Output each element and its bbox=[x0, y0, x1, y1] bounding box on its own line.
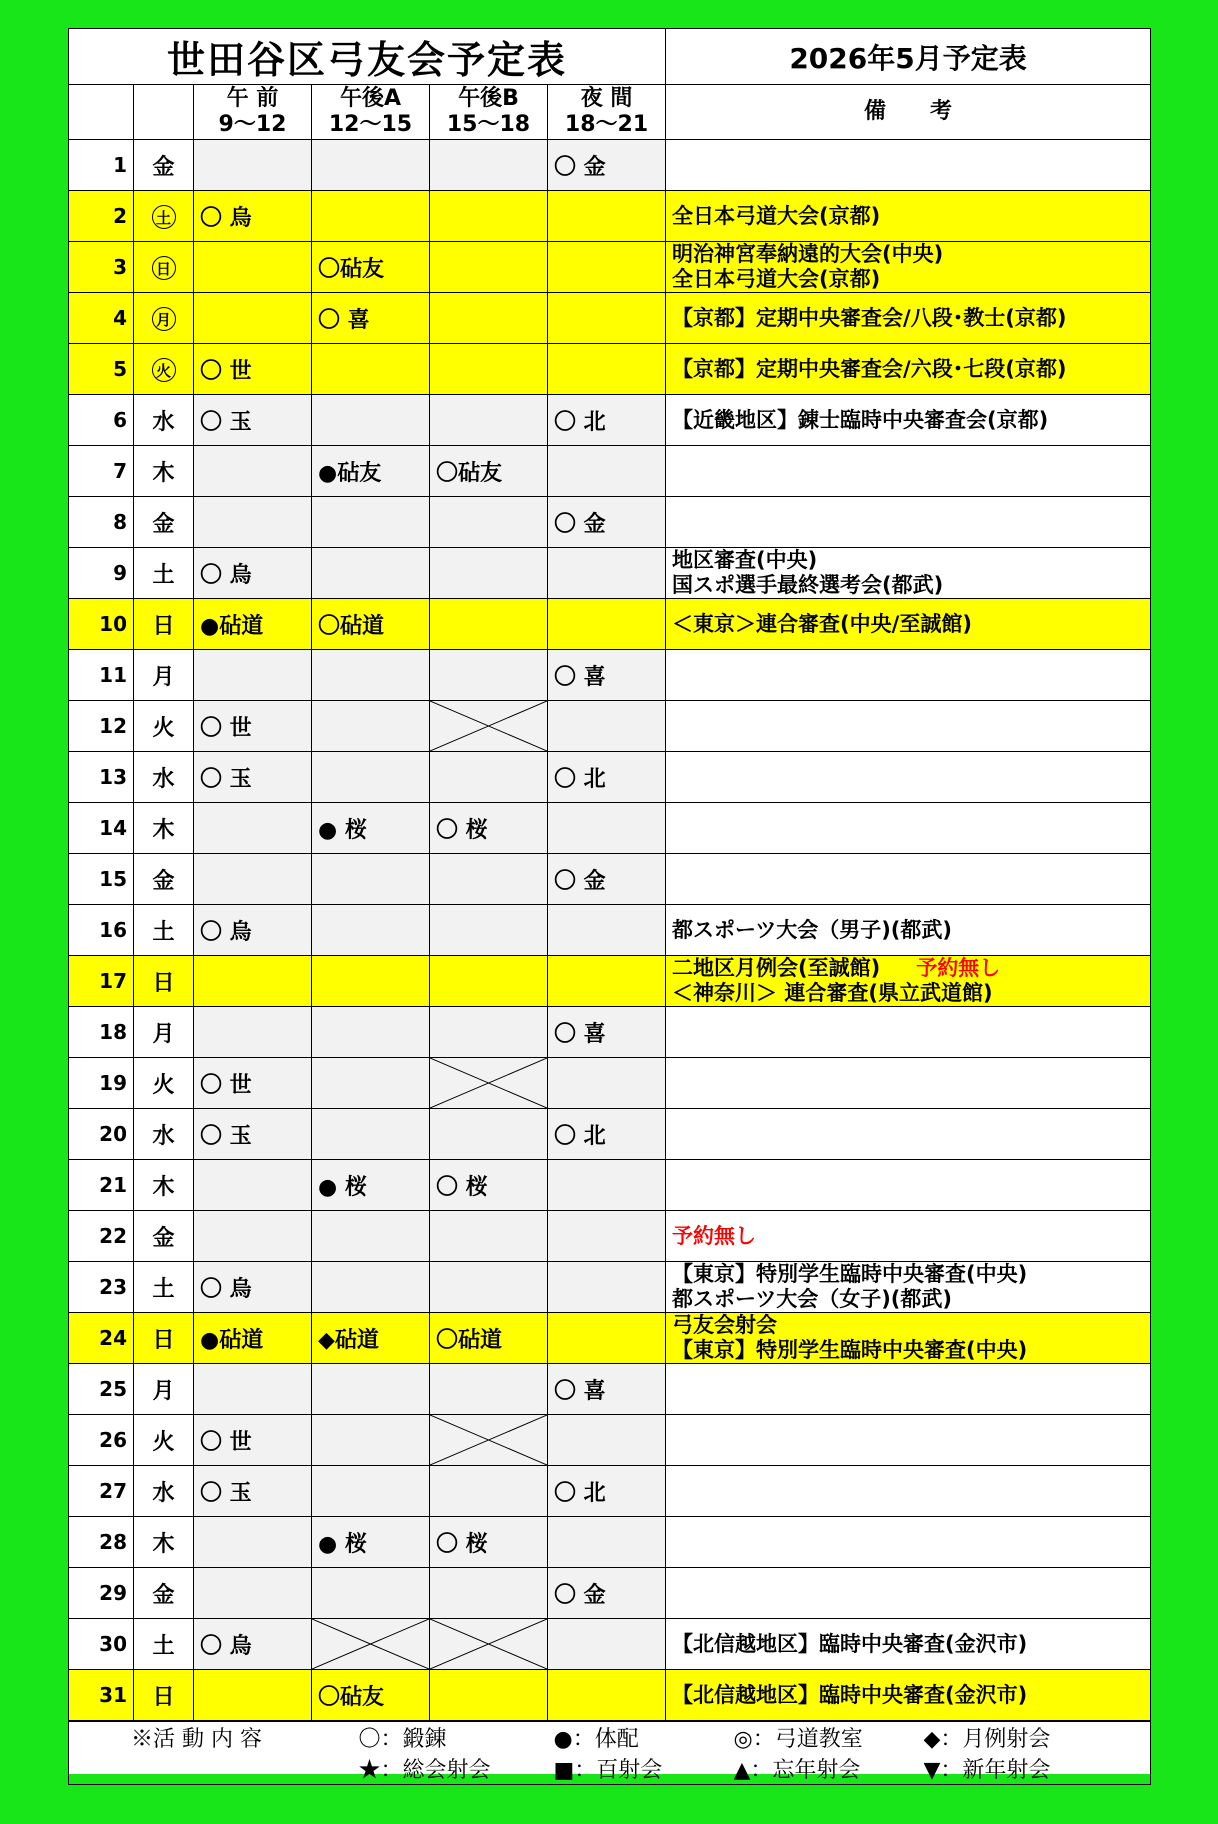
slot-pma bbox=[312, 854, 430, 905]
legend-item: ◎：弓道教室 bbox=[733, 1727, 863, 1752]
day-number: 28 bbox=[69, 1517, 134, 1568]
notes-cell bbox=[666, 752, 1151, 803]
day-number: 3 bbox=[69, 242, 134, 293]
slot-pma bbox=[312, 1262, 430, 1313]
slot-pma: ●砧友 bbox=[312, 446, 430, 497]
slot-night: 〇 金 bbox=[548, 140, 666, 191]
note-line: 二地区月例会(至誠館) 予約無し bbox=[672, 956, 1001, 980]
slot-pma-unavailable bbox=[312, 1619, 430, 1670]
slot-pmb bbox=[430, 344, 548, 395]
slot-pma: 〇 喜 bbox=[312, 293, 430, 344]
slot-pmb bbox=[430, 293, 548, 344]
slot-night bbox=[548, 1211, 666, 1262]
weekday bbox=[134, 242, 194, 293]
slot-night: 〇 喜 bbox=[548, 1007, 666, 1058]
slot-am: 〇 烏 bbox=[194, 1619, 312, 1670]
slot-pmb bbox=[430, 191, 548, 242]
slot-am: 〇 世 bbox=[194, 1058, 312, 1109]
note-line: 【近畿地区】錬士臨時中央審査会(京都) bbox=[672, 407, 1049, 432]
holiday-circle: 火 bbox=[152, 358, 176, 382]
schedule-row bbox=[69, 1313, 1151, 1364]
note-line: 全日本弓道大会(京都) bbox=[672, 203, 881, 228]
weekday: 火 bbox=[134, 1058, 194, 1109]
schedule-row bbox=[69, 1058, 1151, 1109]
slot-pmb bbox=[430, 1007, 548, 1058]
slot-pmb bbox=[430, 1211, 548, 1262]
day-number: 4 bbox=[69, 293, 134, 344]
slot-pmb bbox=[430, 1364, 548, 1415]
slot-am: 〇 烏 bbox=[194, 191, 312, 242]
slot-am: 〇 世 bbox=[194, 701, 312, 752]
slot-pma: ● 桜 bbox=[312, 1517, 430, 1568]
weekday: 金 bbox=[134, 1211, 194, 1262]
notes-cell bbox=[666, 1007, 1151, 1058]
day-number: 9 bbox=[69, 548, 134, 599]
notes-cell bbox=[666, 854, 1151, 905]
day-number: 31 bbox=[69, 1670, 134, 1721]
slot-night: 〇 金 bbox=[548, 854, 666, 905]
notes-cell bbox=[666, 1262, 1151, 1313]
schedule-row bbox=[69, 1670, 1151, 1721]
slot-pma bbox=[312, 905, 430, 956]
header-weekday bbox=[134, 85, 194, 140]
note-line: 【京都】定期中央審査会/八段･教士(京都) bbox=[672, 305, 1067, 330]
notes-cell bbox=[666, 1517, 1151, 1568]
note-line: 【東京】特別学生臨時中央審査(中央) bbox=[672, 1262, 1028, 1286]
weekday: 土 bbox=[134, 548, 194, 599]
weekday bbox=[134, 191, 194, 242]
slot-am: ●砧道 bbox=[194, 1313, 312, 1364]
slot-am bbox=[194, 242, 312, 293]
day-number: 14 bbox=[69, 803, 134, 854]
weekday: 木 bbox=[134, 1160, 194, 1211]
day-number: 12 bbox=[69, 701, 134, 752]
legend-item: ▼：新年射会 bbox=[923, 1758, 1051, 1783]
notes-cell bbox=[666, 1619, 1151, 1670]
weekday: 月 bbox=[134, 1007, 194, 1058]
slot-pma bbox=[312, 752, 430, 803]
slot-pma bbox=[312, 1568, 430, 1619]
day-number: 22 bbox=[69, 1211, 134, 1262]
holiday-circle: 土 bbox=[152, 205, 176, 229]
slot-am bbox=[194, 1160, 312, 1211]
schedule-row bbox=[69, 701, 1151, 752]
notes-cell bbox=[666, 395, 1151, 446]
notes-cell bbox=[666, 242, 1151, 293]
weekday: 火 bbox=[134, 1415, 194, 1466]
slot-am bbox=[194, 1568, 312, 1619]
weekday: 金 bbox=[134, 140, 194, 191]
legend-item: ●：体配 bbox=[553, 1727, 639, 1752]
day-number: 26 bbox=[69, 1415, 134, 1466]
weekday: 火 bbox=[134, 701, 194, 752]
notes-cell bbox=[666, 1313, 1151, 1364]
notes-cell bbox=[666, 650, 1151, 701]
weekday: 土 bbox=[134, 1262, 194, 1313]
slot-pma bbox=[312, 1058, 430, 1109]
slot-pma bbox=[312, 191, 430, 242]
slot-am: 〇 玉 bbox=[194, 1466, 312, 1517]
schedule-table bbox=[68, 28, 1151, 1721]
legend-item: ◆：月例射会 bbox=[923, 1727, 1051, 1752]
header-pmb: 午後B 15〜18 bbox=[430, 85, 548, 140]
slot-night bbox=[548, 344, 666, 395]
slot-pma bbox=[312, 956, 430, 1007]
note-line: 都スポーツ大会（男子)(都武) bbox=[672, 917, 952, 942]
day-number: 18 bbox=[69, 1007, 134, 1058]
day-number: 29 bbox=[69, 1568, 134, 1619]
weekday: 日 bbox=[134, 1670, 194, 1721]
slot-pmb: 〇砧道 bbox=[430, 1313, 548, 1364]
slot-night bbox=[548, 1517, 666, 1568]
slot-pma bbox=[312, 1109, 430, 1160]
slot-pma bbox=[312, 1466, 430, 1517]
schedule-row bbox=[69, 293, 1151, 344]
month-title: 2026年5月予定表 bbox=[666, 29, 1151, 85]
slot-pma bbox=[312, 701, 430, 752]
cross-mark bbox=[312, 1619, 429, 1669]
day-number: 17 bbox=[69, 956, 134, 1007]
slot-am bbox=[194, 803, 312, 854]
slot-am bbox=[194, 650, 312, 701]
header-notes: 備 考 bbox=[666, 85, 1151, 140]
slot-am bbox=[194, 854, 312, 905]
slot-pma bbox=[312, 1415, 430, 1466]
day-number: 2 bbox=[69, 191, 134, 242]
slot-night: 〇 北 bbox=[548, 1109, 666, 1160]
legend-item: 〇：鍛錬 bbox=[358, 1727, 447, 1752]
slot-am bbox=[194, 446, 312, 497]
schedule-row bbox=[69, 1568, 1151, 1619]
weekday: 木 bbox=[134, 803, 194, 854]
day-number: 16 bbox=[69, 905, 134, 956]
notes-cell bbox=[666, 293, 1151, 344]
weekday: 日 bbox=[134, 1313, 194, 1364]
slot-night bbox=[548, 1058, 666, 1109]
weekday: 月 bbox=[134, 1364, 194, 1415]
slot-pma bbox=[312, 497, 430, 548]
slot-pmb bbox=[430, 1670, 548, 1721]
slot-pma: ◆砧道 bbox=[312, 1313, 430, 1364]
note-line: ＜神奈川＞ 連合審査(県立武道館) bbox=[672, 981, 993, 1005]
notes-cell bbox=[666, 1211, 1151, 1262]
legend-label: ※活 動 内 容 bbox=[131, 1727, 262, 1752]
weekday: 木 bbox=[134, 446, 194, 497]
slot-pma bbox=[312, 344, 430, 395]
slot-pma bbox=[312, 1007, 430, 1058]
weekday: 水 bbox=[134, 1109, 194, 1160]
header-day bbox=[69, 85, 134, 140]
slot-pmb bbox=[430, 1109, 548, 1160]
weekday: 土 bbox=[134, 1619, 194, 1670]
no-reservation-label: 予約無し bbox=[672, 1223, 757, 1248]
notes-cell bbox=[666, 701, 1151, 752]
slot-pma bbox=[312, 650, 430, 701]
weekday bbox=[134, 344, 194, 395]
slot-pmb bbox=[430, 242, 548, 293]
slot-pmb bbox=[430, 548, 548, 599]
slot-pma bbox=[312, 1211, 430, 1262]
slot-am: 〇 世 bbox=[194, 344, 312, 395]
day-number: 1 bbox=[69, 140, 134, 191]
legend-item: ■：百射会 bbox=[553, 1758, 663, 1783]
slot-pma: ● 桜 bbox=[312, 803, 430, 854]
slot-night: 〇 北 bbox=[548, 1466, 666, 1517]
slot-night bbox=[548, 1415, 666, 1466]
day-number: 6 bbox=[69, 395, 134, 446]
legend-item: ▲：忘年射会 bbox=[733, 1758, 861, 1783]
slot-night bbox=[548, 1313, 666, 1364]
legend-item: ★：総会射会 bbox=[358, 1758, 491, 1783]
day-number: 21 bbox=[69, 1160, 134, 1211]
schedule-row bbox=[69, 599, 1151, 650]
note-line: 都スポーツ大会（女子)(都武) bbox=[672, 1287, 952, 1311]
schedule-row bbox=[69, 395, 1151, 446]
note-line: 【北信越地区】臨時中央審査(金沢市) bbox=[672, 1682, 1028, 1707]
slot-pmb bbox=[430, 956, 548, 1007]
slot-night bbox=[548, 956, 666, 1007]
slot-night: 〇 喜 bbox=[548, 650, 666, 701]
header-am: 午 前 9〜12 bbox=[194, 85, 312, 140]
weekday: 水 bbox=[134, 752, 194, 803]
notes-cell bbox=[666, 803, 1151, 854]
schedule-row bbox=[69, 548, 1151, 599]
slot-am: 〇 世 bbox=[194, 1415, 312, 1466]
no-reservation-label: 予約無し bbox=[916, 956, 1001, 980]
slot-night bbox=[548, 701, 666, 752]
weekday bbox=[134, 293, 194, 344]
day-number: 8 bbox=[69, 497, 134, 548]
day-number: 7 bbox=[69, 446, 134, 497]
slot-pmb bbox=[430, 1262, 548, 1313]
slot-am: 〇 玉 bbox=[194, 1109, 312, 1160]
schedule-row bbox=[69, 1109, 1151, 1160]
slot-am bbox=[194, 140, 312, 191]
schedule-row bbox=[69, 752, 1151, 803]
slot-night bbox=[548, 1160, 666, 1211]
slot-pmb-unavailable bbox=[430, 701, 548, 752]
notes-cell bbox=[666, 1058, 1151, 1109]
header-pma: 午後A 12〜15 bbox=[312, 85, 430, 140]
schedule-row bbox=[69, 650, 1151, 701]
slot-night bbox=[548, 446, 666, 497]
weekday: 日 bbox=[134, 956, 194, 1007]
slot-am bbox=[194, 956, 312, 1007]
weekday: 月 bbox=[134, 650, 194, 701]
schedule-row bbox=[69, 1211, 1151, 1262]
slot-night bbox=[548, 548, 666, 599]
slot-pma: 〇砧友 bbox=[312, 242, 430, 293]
slot-am bbox=[194, 293, 312, 344]
slot-pmb: 〇 桜 bbox=[430, 1160, 548, 1211]
slot-pmb: 〇砧友 bbox=[430, 446, 548, 497]
slot-night bbox=[548, 293, 666, 344]
weekday: 土 bbox=[134, 905, 194, 956]
notes-cell bbox=[666, 140, 1151, 191]
notes-cell bbox=[666, 1160, 1151, 1211]
note-line: 明治神宮奉納遠的大会(中央) bbox=[672, 242, 944, 266]
column-header-row bbox=[69, 85, 1151, 140]
note-line: 【北信越地区】臨時中央審査(金沢市) bbox=[672, 1631, 1028, 1656]
notes-cell bbox=[666, 1466, 1151, 1517]
slot-pmb bbox=[430, 599, 548, 650]
schedule-row bbox=[69, 242, 1151, 293]
slot-night bbox=[548, 1262, 666, 1313]
note-line: 全日本弓道大会(京都) bbox=[672, 267, 881, 291]
slot-pma bbox=[312, 1364, 430, 1415]
slot-pmb bbox=[430, 140, 548, 191]
slot-night: 〇 金 bbox=[548, 1568, 666, 1619]
cross-mark bbox=[430, 1058, 547, 1108]
schedule-row bbox=[69, 191, 1151, 242]
slot-am: 〇 烏 bbox=[194, 905, 312, 956]
schedule-row bbox=[69, 1415, 1151, 1466]
weekday: 日 bbox=[134, 599, 194, 650]
slot-am: 〇 烏 bbox=[194, 1262, 312, 1313]
slot-pma bbox=[312, 395, 430, 446]
slot-night: 〇 喜 bbox=[548, 1364, 666, 1415]
page-title: 世田谷区弓友会予定表 bbox=[69, 29, 666, 85]
note-line: ＜東京＞連合審査(中央/至誠館) bbox=[672, 611, 972, 636]
slot-pmb bbox=[430, 1466, 548, 1517]
holiday-circle: 日 bbox=[152, 256, 176, 280]
note-line: 地区審査(中央) bbox=[672, 548, 818, 572]
schedule-row bbox=[69, 497, 1151, 548]
slot-pmb: 〇 桜 bbox=[430, 1517, 548, 1568]
slot-pmb bbox=[430, 497, 548, 548]
slot-pmb bbox=[430, 752, 548, 803]
slot-pmb bbox=[430, 905, 548, 956]
slot-pmb bbox=[430, 1568, 548, 1619]
day-number: 30 bbox=[69, 1619, 134, 1670]
slot-night bbox=[548, 191, 666, 242]
schedule-row bbox=[69, 905, 1151, 956]
notes-cell bbox=[666, 1109, 1151, 1160]
notes-cell bbox=[666, 905, 1151, 956]
legend bbox=[68, 1721, 1151, 1785]
day-number: 23 bbox=[69, 1262, 134, 1313]
day-number: 20 bbox=[69, 1109, 134, 1160]
weekday: 金 bbox=[134, 854, 194, 905]
cross-mark bbox=[430, 1415, 547, 1465]
slot-pmb-unavailable bbox=[430, 1415, 548, 1466]
slot-pma: 〇砧道 bbox=[312, 599, 430, 650]
slot-am: 〇 烏 bbox=[194, 548, 312, 599]
slot-night bbox=[548, 1670, 666, 1721]
slot-night bbox=[548, 599, 666, 650]
cross-mark bbox=[430, 701, 547, 751]
day-number: 5 bbox=[69, 344, 134, 395]
schedule-row bbox=[69, 803, 1151, 854]
notes-cell bbox=[666, 191, 1151, 242]
slot-night: 〇 北 bbox=[548, 752, 666, 803]
note-line: 【京都】定期中央審査会/六段･七段(京都) bbox=[672, 356, 1067, 381]
schedule-row bbox=[69, 1160, 1151, 1211]
slot-night: 〇 北 bbox=[548, 395, 666, 446]
slot-am bbox=[194, 1364, 312, 1415]
slot-night bbox=[548, 803, 666, 854]
schedule-row bbox=[69, 854, 1151, 905]
slot-am bbox=[194, 1007, 312, 1058]
day-number: 19 bbox=[69, 1058, 134, 1109]
slot-am bbox=[194, 497, 312, 548]
slot-am: ●砧道 bbox=[194, 599, 312, 650]
notes-cell bbox=[666, 548, 1151, 599]
schedule-row bbox=[69, 1466, 1151, 1517]
note-line: 【東京】特別学生臨時中央審査(中央) bbox=[672, 1338, 1028, 1362]
schedule-row bbox=[69, 140, 1151, 191]
day-number: 24 bbox=[69, 1313, 134, 1364]
slot-pmb-unavailable bbox=[430, 1619, 548, 1670]
slot-am: 〇 玉 bbox=[194, 752, 312, 803]
slot-pma bbox=[312, 548, 430, 599]
slot-pma bbox=[312, 140, 430, 191]
note-line: 弓友会射会 bbox=[672, 1313, 778, 1337]
weekday: 金 bbox=[134, 497, 194, 548]
slot-pmb bbox=[430, 650, 548, 701]
notes-cell bbox=[666, 1568, 1151, 1619]
schedule-row bbox=[69, 446, 1151, 497]
notes-cell bbox=[666, 446, 1151, 497]
day-number: 13 bbox=[69, 752, 134, 803]
notes-cell bbox=[666, 1364, 1151, 1415]
schedule-sheet bbox=[68, 28, 1150, 1783]
schedule-row bbox=[69, 1262, 1151, 1313]
day-number: 27 bbox=[69, 1466, 134, 1517]
slot-night bbox=[548, 905, 666, 956]
notes-cell bbox=[666, 1670, 1151, 1721]
notes-cell bbox=[666, 497, 1151, 548]
slot-night bbox=[548, 1619, 666, 1670]
slot-pmb: 〇 桜 bbox=[430, 803, 548, 854]
notes-cell bbox=[666, 956, 1151, 1007]
schedule-row bbox=[69, 956, 1151, 1007]
weekday: 金 bbox=[134, 1568, 194, 1619]
holiday-circle: 月 bbox=[152, 307, 176, 331]
day-number: 11 bbox=[69, 650, 134, 701]
schedule-row bbox=[69, 1517, 1151, 1568]
note-line: 国スポ選手最終選考会(都武) bbox=[672, 573, 944, 597]
notes-cell bbox=[666, 344, 1151, 395]
day-number: 15 bbox=[69, 854, 134, 905]
slot-am: 〇 玉 bbox=[194, 395, 312, 446]
slot-pmb bbox=[430, 854, 548, 905]
slot-pma: ● 桜 bbox=[312, 1160, 430, 1211]
slot-night: 〇 金 bbox=[548, 497, 666, 548]
slot-am bbox=[194, 1670, 312, 1721]
notes-cell bbox=[666, 1415, 1151, 1466]
slot-am bbox=[194, 1517, 312, 1568]
header-night: 夜 間 18〜21 bbox=[548, 85, 666, 140]
schedule-row bbox=[69, 344, 1151, 395]
day-number: 25 bbox=[69, 1364, 134, 1415]
slot-pma: 〇砧友 bbox=[312, 1670, 430, 1721]
weekday: 木 bbox=[134, 1517, 194, 1568]
cross-mark bbox=[430, 1619, 547, 1669]
schedule-row bbox=[69, 1007, 1151, 1058]
weekday: 水 bbox=[134, 1466, 194, 1517]
slot-pmb-unavailable bbox=[430, 1058, 548, 1109]
weekday: 水 bbox=[134, 395, 194, 446]
slot-am bbox=[194, 1211, 312, 1262]
schedule-row bbox=[69, 1619, 1151, 1670]
slot-night bbox=[548, 242, 666, 293]
slot-pmb bbox=[430, 395, 548, 446]
schedule-row bbox=[69, 1364, 1151, 1415]
day-number: 10 bbox=[69, 599, 134, 650]
notes-cell bbox=[666, 599, 1151, 650]
